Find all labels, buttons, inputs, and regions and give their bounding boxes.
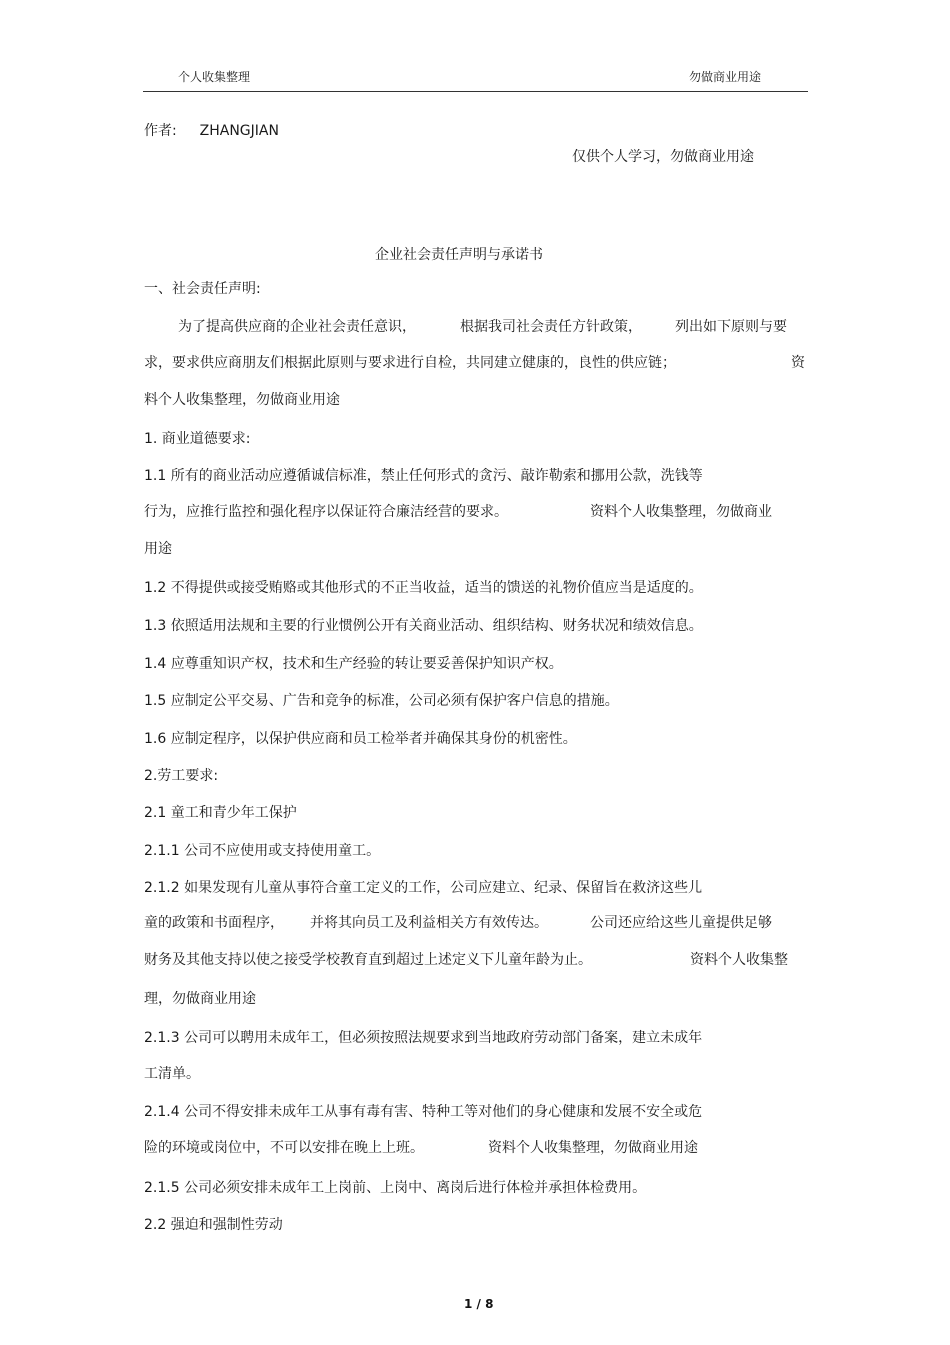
text-segment: 童的政策和书面程序， xyxy=(144,915,284,931)
text-segment: 资料个人收集整理，勿做商业用途 xyxy=(488,1140,698,1156)
paragraph-line: 1.3 依照适用法规和主要的行业惯例公开有关商业活动、组织结构、财务状况和绩效信息。 xyxy=(144,618,703,634)
text-segment: 资料个人收集整 xyxy=(690,952,788,968)
page-number: 1 / 8 xyxy=(464,1297,494,1311)
text-segment: 资料个人收集整理，勿做商业 xyxy=(590,504,772,520)
paragraph-line: 料个人收集整理，勿做商业用途 xyxy=(144,392,340,408)
subsection-heading: 2.2 强迫和强制性劳动 xyxy=(144,1217,283,1233)
document-title: 企业社会责任声明与承诺书 xyxy=(375,247,543,263)
paragraph-line: 1.2 不得提供或接受贿赂或其他形式的不正当收益，适当的馈送的礼物价值应当是适度的。 xyxy=(144,580,703,596)
paragraph-line: 用途 xyxy=(144,541,172,557)
paragraph-line: 2.1.4 公司不得安排未成年工从事有毒有害、特种工等对他们的身心健康和发展不安全或危 xyxy=(144,1104,703,1120)
section-heading: 2.劳工要求: xyxy=(144,768,219,784)
text-segment: 险的环境或岗位中，不可以安排在晚上上班。 xyxy=(144,1140,424,1156)
paragraph-line: 2.1.3 公司可以聘用未成年工，但必须按照法规要求到当地政府劳动部门备案，建立未成年 xyxy=(144,1030,703,1046)
author-label: 作者: xyxy=(144,123,177,139)
text-segment: 并将其向员工及利益相关方有效传达。 xyxy=(310,915,548,931)
paragraph-line: 1.4 应尊重知识产权，技术和生产经验的转让要妥善保护知识产权。 xyxy=(144,656,563,672)
text-segment: 为了提高供应商的企业社会责任意识， xyxy=(178,319,416,335)
text-segment: 公司还应给这些儿童提供足够 xyxy=(590,915,772,931)
paragraph-line: 1.1 所有的商业活动应遵循诚信标准，禁止任何形式的贪污、敲诈勒索和挪用公款，洗钱等 xyxy=(144,468,703,484)
paragraph-line: 2.1.5 公司必须安排未成年工上岗前、上岗中、离岗后进行体检并承担体检费用。 xyxy=(144,1180,647,1196)
paragraph-line: 理，勿做商业用途 xyxy=(144,991,256,1007)
text-segment: 行为，应推行监控和强化程序以保证符合廉洁经营的要求。 xyxy=(144,504,508,520)
header-left-text: 个人收集整理 xyxy=(178,70,251,84)
text-segment: 资 xyxy=(791,355,805,371)
author-line xyxy=(144,120,279,140)
disclaimer: 仅供个人学习，勿做商业用途 xyxy=(572,149,754,165)
text-segment: 求，要求供应商朋友们根据此原则与要求进行自检，共同建立健康的，良性的供应链； xyxy=(144,355,676,371)
text-segment: 根据我司社会责任方针政策， xyxy=(460,319,642,335)
author-name: ZHANGJIAN xyxy=(199,123,279,139)
text-segment: 财务及其他支持以使之接受学校教育直到超过上述定义下儿童年龄为止。 xyxy=(144,952,592,968)
paragraph-line: 2.1.2 如果发现有儿童从事符合童工定义的工作，公司应建立、纪录、保留旨在救济这些儿 xyxy=(144,880,703,896)
section-heading: 1. 商业道德要求: xyxy=(144,431,251,447)
paragraph-line: 1.6 应制定程序，以保护供应商和员工检举者并确保其身份的机密性。 xyxy=(144,731,577,747)
paragraph-line: 1.5 应制定公平交易、广告和竞争的标准，公司必须有保护客户信息的措施。 xyxy=(144,693,619,709)
section-heading: 一、社会责任声明: xyxy=(144,281,261,297)
header-right-text: 勿做商业用途 xyxy=(689,70,762,84)
text-segment: 列出如下原则与要 xyxy=(675,319,787,335)
paragraph-line: 2.1.1 公司不应使用或支持使用童工。 xyxy=(144,843,381,859)
subsection-heading: 2.1 童工和青少年工保护 xyxy=(144,805,297,821)
paragraph-line: 工清单。 xyxy=(144,1066,200,1082)
header-divider xyxy=(143,91,808,92)
